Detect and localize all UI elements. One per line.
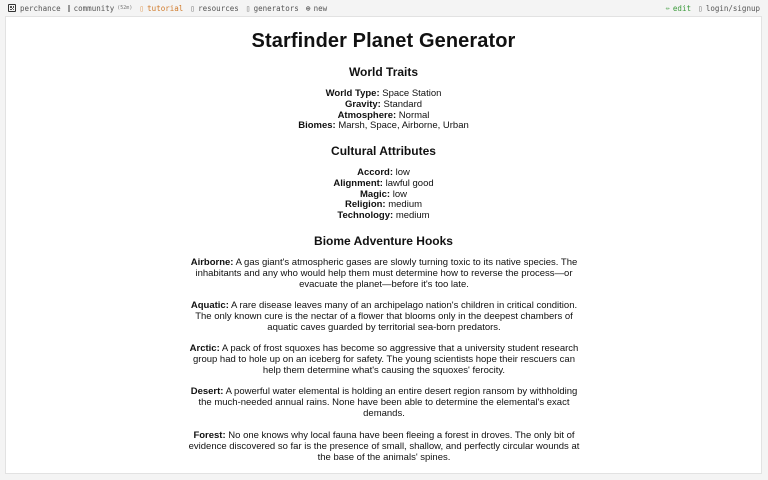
hook-desert: [184, 387, 584, 419]
nav-community[interactable]: [68, 4, 133, 13]
trait-label: World Type:: [325, 88, 380, 99]
pencil-icon: ✏: [665, 4, 670, 12]
generators-label: generators: [253, 3, 299, 13]
hook-airborne: [184, 258, 584, 290]
attr-value: low: [392, 188, 407, 200]
nav-edit[interactable]: [666, 4, 691, 13]
attr-technology: [6, 211, 761, 222]
attr-label: Magic:: [360, 188, 391, 200]
nav-resources[interactable]: [190, 4, 238, 13]
hook-label: Airborne:: [190, 257, 234, 268]
nav-tutorial[interactable]: [139, 4, 183, 13]
trait-label: Gravity:: [344, 98, 381, 110]
attr-value: low: [395, 167, 410, 178]
attr-value: medium: [388, 199, 423, 211]
nav-login-signup[interactable]: [698, 4, 760, 13]
cultural-attributes-list: [6, 168, 761, 222]
trait-label: Atmosphere:: [337, 109, 397, 121]
community-icon: [68, 5, 70, 12]
world-traits-heading: World Traits: [348, 65, 419, 79]
login-icon: ▯: [697, 3, 703, 13]
trait-label: Biomes:: [298, 120, 336, 132]
hook-text: No one knows why local fauna have been fleeing a forest in droves. The only bit of evidence discovered so far is the presence of small, shallow, and perfectly circular wounds at the base of the animals' spines.: [188, 430, 580, 463]
world-traits-list: [6, 89, 761, 132]
generators-icon: ▯: [245, 3, 251, 13]
trait-value: Marsh, Space, Airborne, Urban: [338, 120, 469, 132]
resources-label: resources: [198, 3, 239, 13]
hook-arctic: [184, 344, 584, 376]
brand-label: perchance: [20, 3, 61, 13]
plus-circle-icon: ⊕: [305, 3, 311, 13]
attr-label: Technology:: [337, 210, 394, 222]
new-label: new: [313, 3, 328, 13]
nav-perchance-home[interactable]: [8, 4, 61, 13]
hook-text: A gas giant's atmospheric gases are slowly turning toxic to its native species. The inhabitants and any who would help them must determine how to reverse the process—or evacuate the planet—before it's too late.: [195, 257, 578, 290]
generator-output-panel: [5, 16, 762, 474]
nav-generators[interactable]: [246, 4, 299, 13]
attr-value: medium: [395, 210, 430, 222]
top-nav-bar: [0, 0, 768, 16]
dice-logo-icon: [8, 4, 16, 12]
tutorial-icon: ▯: [139, 3, 145, 13]
trait-biomes: [6, 121, 761, 132]
hook-text: A rare disease leaves many of an archipelago nation's children in critical condition. The only known cure is the nectar of a flower that blooms only in the deepest chambers of aquatic caves guarded by territorial sea-born predators.: [195, 300, 578, 333]
attr-label: Accord:: [357, 167, 393, 178]
hook-aquatic: [184, 301, 584, 333]
trait-value: Space Station: [382, 88, 442, 99]
community-count-badge: (52m): [117, 5, 133, 11]
trait-value: Normal: [398, 109, 430, 121]
hook-text: A powerful water elemental is holding an entire desert region ransom by withholding the much-needed annual rains. None have been able to determine the elemental's exact demands.: [198, 386, 578, 419]
login-label: login/signup: [705, 3, 760, 13]
attr-label: Alignment:: [333, 177, 383, 189]
page-title: Starfinder Planet Generator: [251, 30, 516, 52]
trait-value: Standard: [383, 98, 423, 110]
adventure-hooks-heading: Biome Adventure Hooks: [314, 234, 453, 248]
nav-new[interactable]: [306, 4, 327, 13]
nav-left: [0, 4, 334, 13]
nav-right: [666, 4, 768, 13]
hook-label: Arctic:: [189, 343, 220, 354]
attr-value: lawful good: [385, 177, 434, 189]
hook-forest: [184, 431, 584, 463]
cultural-attributes-heading: Cultural Attributes: [331, 144, 436, 158]
hook-label: Aquatic:: [190, 300, 229, 311]
tutorial-label: tutorial: [147, 3, 184, 13]
resources-icon: ▯: [190, 3, 196, 13]
attr-label: Religion:: [344, 199, 386, 211]
community-label: community: [73, 3, 115, 13]
hook-label: Forest:: [193, 430, 226, 441]
hook-label: Desert:: [190, 386, 224, 397]
edit-label: edit: [672, 3, 691, 13]
hook-text: A pack of frost squoxes has become so aggressive that a university student research group had to hole up on an iceberg for safety. The young scientists hope their rescuers can help them determine what's causing the squoxes' ferocity.: [193, 343, 579, 376]
